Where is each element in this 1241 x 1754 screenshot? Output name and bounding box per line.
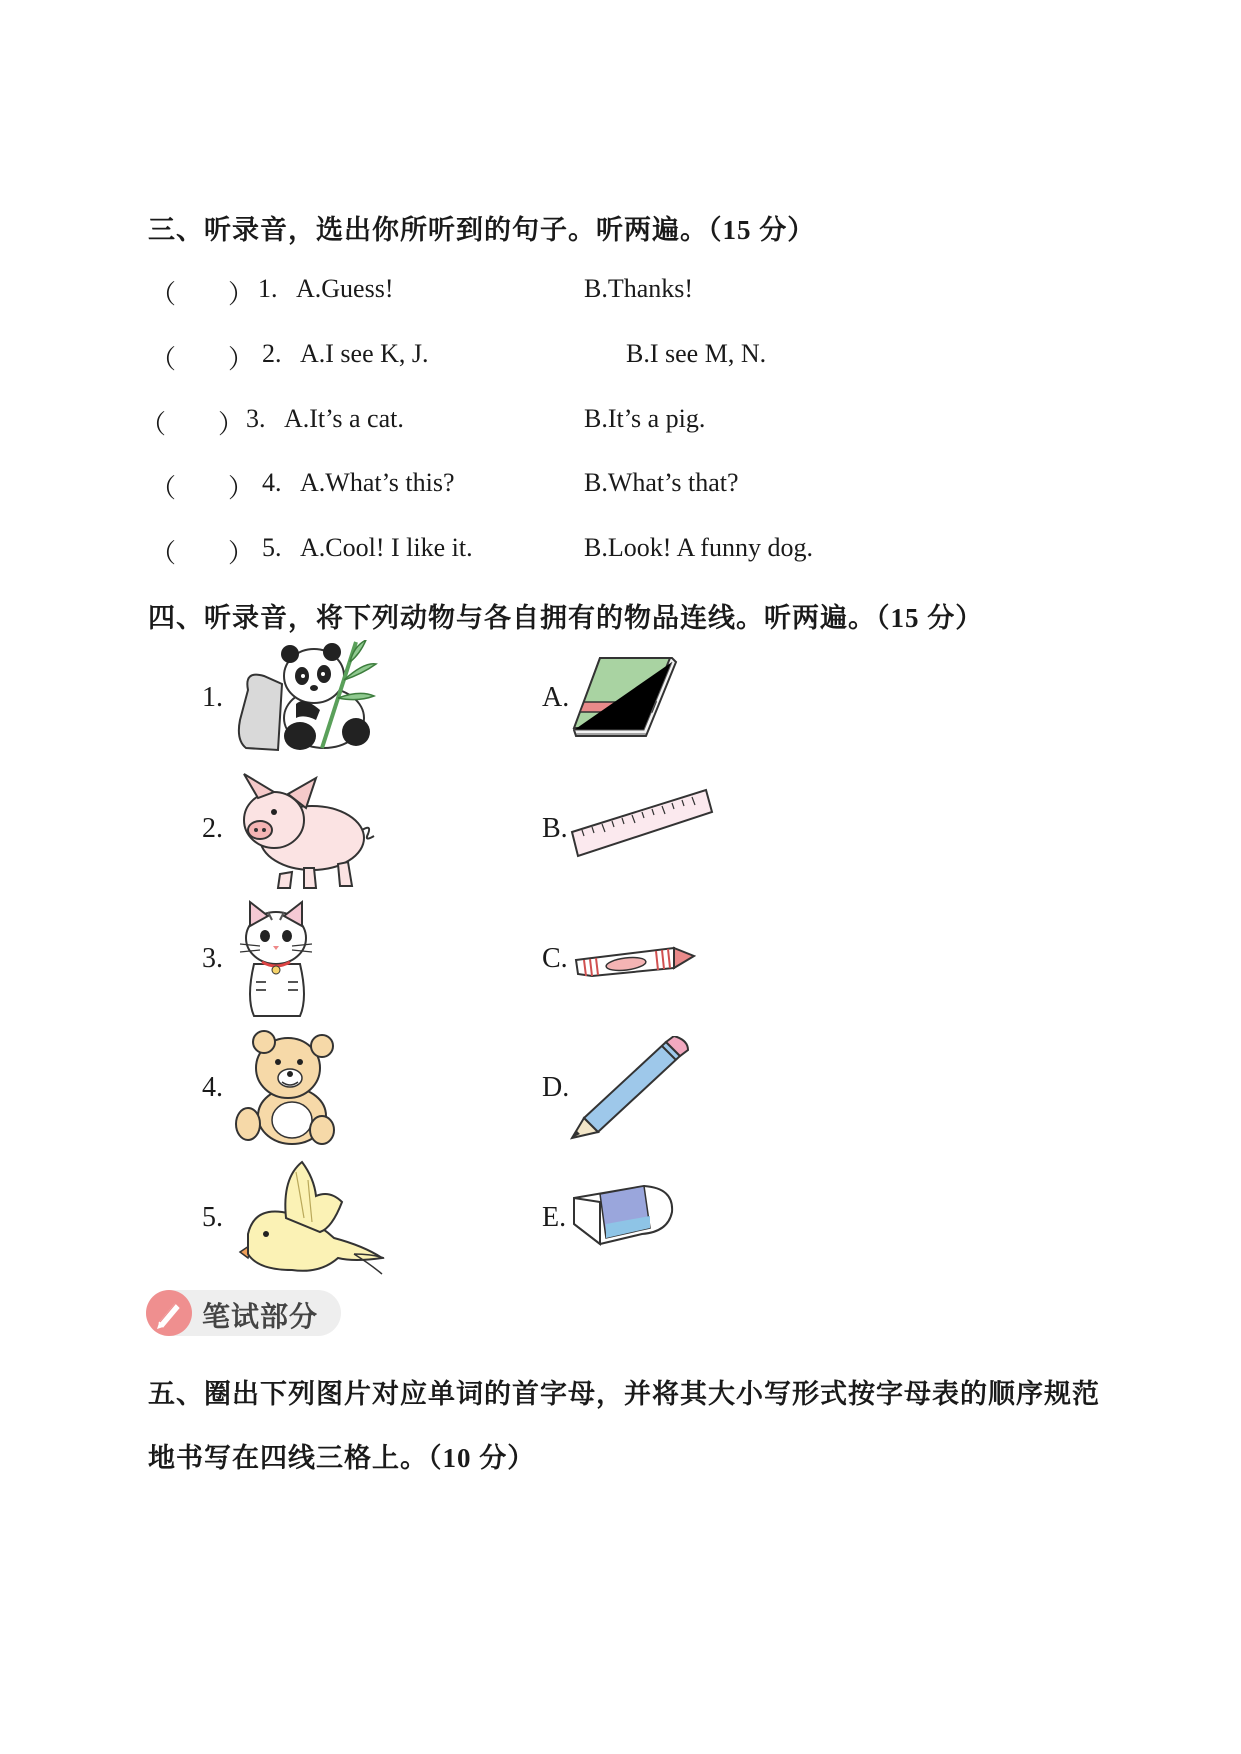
- badge-label: 笔试部分: [202, 1300, 319, 1333]
- option-b-2: B.I see M, N.: [626, 339, 767, 368]
- question-number-5: 5.: [262, 533, 282, 562]
- animal-number-2: 2.: [202, 813, 223, 844]
- section5-heading-line2: [148, 1436, 535, 1475]
- object-letter-d: D.: [542, 1072, 570, 1103]
- pencil-icon[interactable]: [568, 1036, 690, 1140]
- pencil-badge-icon: [146, 1290, 192, 1336]
- option-b-1: B.Thanks!: [584, 274, 694, 303]
- crayon-icon[interactable]: [570, 938, 696, 982]
- cat-icon[interactable]: [236, 898, 318, 1020]
- option-b-3: B.It’s a pig.: [584, 404, 706, 433]
- section5-heading-line1: 五、圈出下列图片对应单词的首字母，并将其大小写形式按字母表的顺序规范: [148, 1379, 1100, 1410]
- answer-paren-3[interactable]: （ ）: [140, 410, 245, 439]
- answer-paren-4[interactable]: （ ）: [150, 474, 255, 503]
- eraser-icon[interactable]: [570, 1180, 676, 1248]
- object-letter-e: E.: [542, 1202, 567, 1233]
- option-b-5: B.Look! A funny dog.: [584, 533, 813, 562]
- question-number-4: 4.: [262, 468, 282, 497]
- section3-heading: [148, 208, 815, 247]
- section4-heading-text: 四、听录音，将下列动物与各自拥有的物品连线。听两遍。: [148, 603, 876, 634]
- answer-paren-5[interactable]: （ ）: [150, 539, 255, 568]
- answer-paren-2[interactable]: （ ）: [150, 345, 255, 374]
- animal-number-5: 5.: [202, 1202, 223, 1233]
- question-number-3: 3.: [246, 404, 266, 433]
- animal-number-4: 4.: [202, 1072, 223, 1103]
- book-icon[interactable]: [572, 654, 678, 744]
- object-letter-b: B.: [542, 813, 568, 844]
- option-a-1: A.Guess!: [296, 274, 394, 303]
- animal-number-3: 3.: [202, 943, 223, 974]
- panda-icon[interactable]: [234, 640, 384, 755]
- written-section-badge: [146, 1290, 341, 1336]
- section4-points: （15 分）: [876, 603, 984, 633]
- section3-points: （15 分）: [708, 215, 816, 245]
- section4-heading: [148, 596, 983, 635]
- badge-circle: [146, 1290, 192, 1336]
- option-a-3: A.It’s a cat.: [284, 404, 404, 433]
- question-number-2: 2.: [262, 339, 282, 368]
- answer-paren-1[interactable]: （ ）: [150, 280, 255, 309]
- bird-icon[interactable]: [234, 1158, 386, 1276]
- ruler-icon[interactable]: [568, 786, 714, 862]
- option-a-5: A.Cool! I like it.: [300, 533, 473, 562]
- option-b-4: B.What’s that?: [584, 468, 739, 497]
- option-a-4: A.What’s this?: [300, 468, 455, 497]
- animal-number-1: 1.: [202, 682, 223, 713]
- option-a-2: A.I see K, J.: [300, 339, 429, 368]
- pig-icon[interactable]: [234, 768, 384, 890]
- question-number-1: 1.: [258, 274, 278, 303]
- bear-icon[interactable]: [234, 1024, 344, 1146]
- section3-heading-text: 三、听录音，选出你所听到的句子。听两遍。: [148, 215, 708, 246]
- section5-points: （10 分）: [428, 1443, 536, 1473]
- object-letter-a: A.: [542, 682, 570, 713]
- object-letter-c: C.: [542, 943, 568, 974]
- section5-heading-line2-text: 地书写在四线三格上。: [148, 1443, 428, 1474]
